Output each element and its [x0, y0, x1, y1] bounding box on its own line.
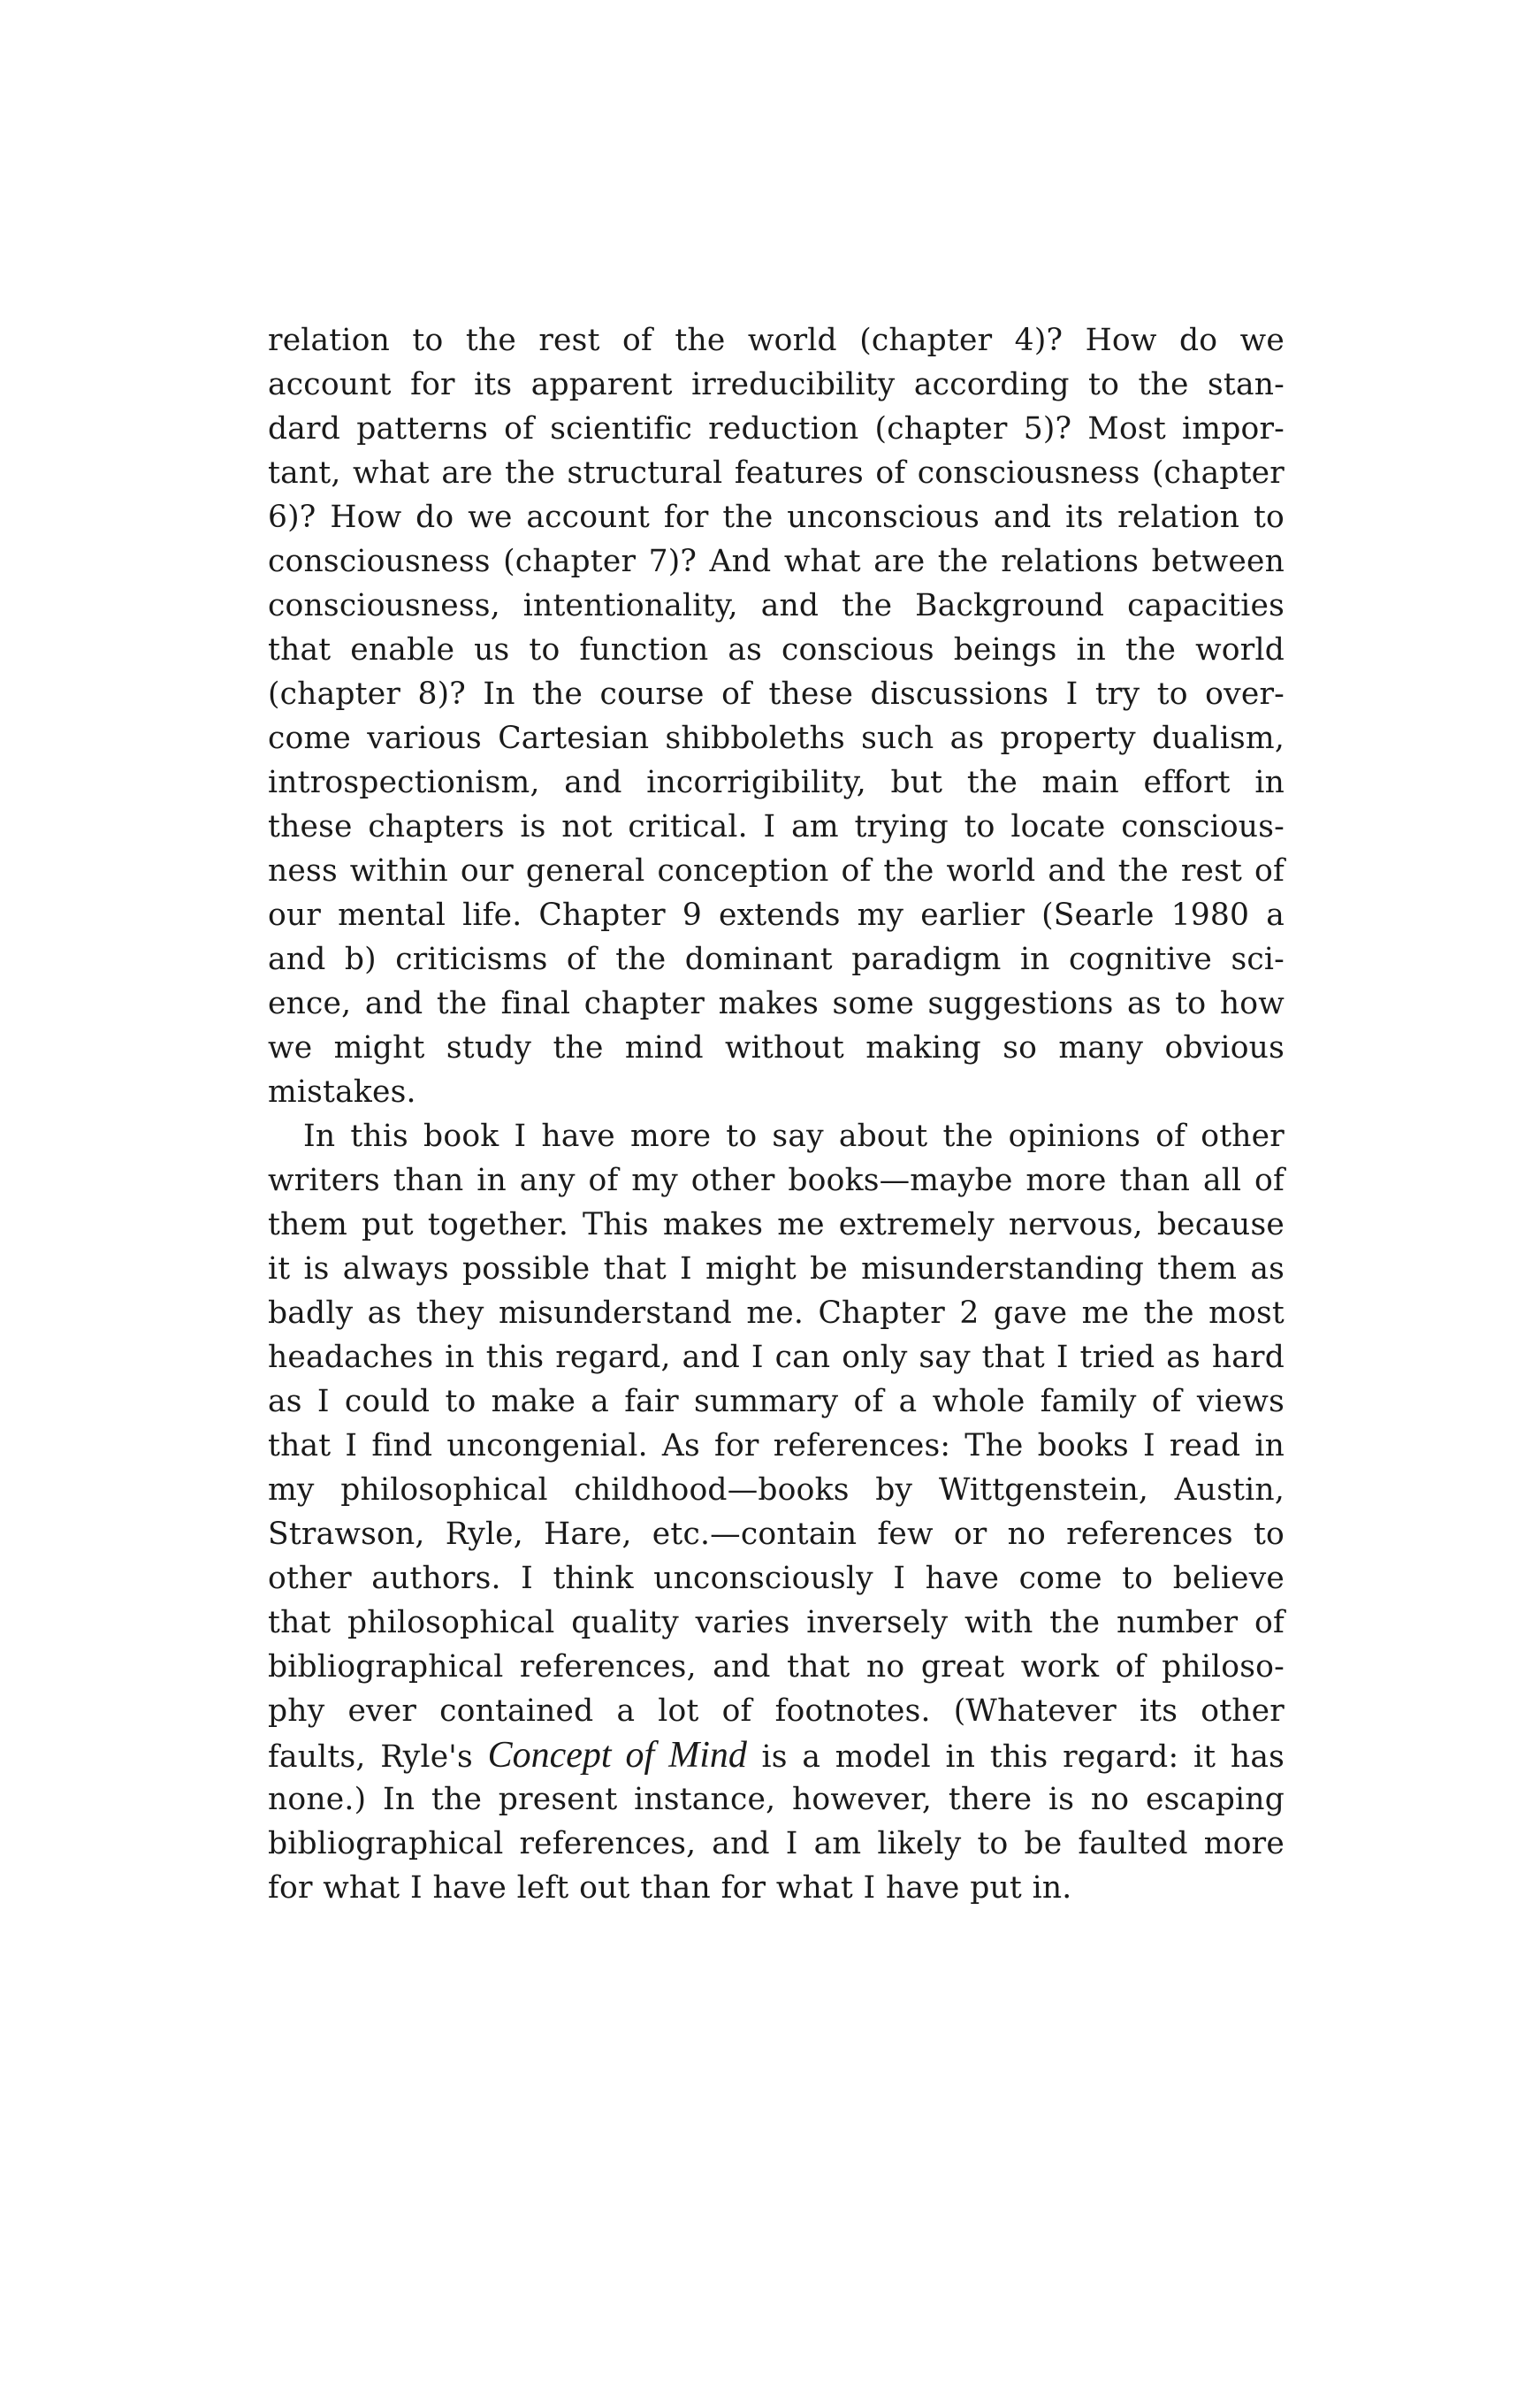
text-line: phy ever contained a lot of footnotes. (Whatever its other — [268, 1693, 1285, 1729]
text-line: ness within our general conception of the world and the rest of — [268, 853, 1285, 889]
text-line: account for its apparent irreducibility according to the stan- — [268, 367, 1285, 402]
text-line: bibliographical references, and that no great work of philoso- — [268, 1649, 1285, 1685]
text-line: as I could to make a fair summary of a whole family of views — [268, 1384, 1285, 1419]
text-line: writers than in any of my other books—maybe more than all of — [268, 1163, 1285, 1198]
text-line: and b) criticisms of the dominant paradigm in cognitive sci- — [268, 942, 1285, 977]
book-title-concept-of-mind: Concept of Mind — [487, 1735, 747, 1776]
text-line: bibliographical references, and I am likely to be faulted more — [268, 1826, 1285, 1861]
text-line: dard patterns of scientific reduction (chapter 5)? Most impor- — [268, 411, 1285, 447]
text-line: come various Cartesian shibboleths such as property dualism, — [268, 721, 1285, 756]
text-line: for what I have left out than for what I have put in. — [268, 1870, 1072, 1906]
text-line: relation to the rest of the world (chapter 4)? How do we — [268, 323, 1285, 358]
text-line: our mental life. Chapter 9 extends my earlier (Searle 1980 a — [268, 898, 1285, 933]
text-line-with-book-title — [268, 1733, 1285, 1777]
text-segment: is a model in this regard: it has — [746, 1739, 1285, 1775]
text-line: headaches in this regard, and I can only say that I tried as hard — [268, 1340, 1285, 1375]
text-line: that enable us to function as conscious beings in the world — [268, 632, 1285, 668]
text-line: (chapter 8)? In the course of these discussions I try to over- — [268, 676, 1285, 712]
text-line: my philosophical childhood—books by Wittgenstein, Austin, — [268, 1472, 1285, 1508]
text-line: introspectionism, and incorrigibility, but the main effort in — [268, 765, 1285, 800]
text-line: them put together. This makes me extremely nervous, because — [268, 1207, 1285, 1242]
text-line: other authors. I think unconsciously I have come to believe — [268, 1561, 1285, 1596]
text-line: ence, and the final chapter makes some suggestions as to how — [268, 986, 1285, 1021]
text-line: it is always possible that I might be misunderstanding them as — [268, 1251, 1285, 1287]
text-segment: faults, Ryle's — [268, 1739, 488, 1775]
body-text — [268, 318, 1285, 1910]
text-line: tant, what are the structural features of consciousness (chapter — [268, 455, 1285, 491]
text-line: these chapters is not critical. I am trying to locate conscious- — [268, 809, 1285, 844]
text-line: In this book I have more to say about the opinions of other — [303, 1119, 1285, 1154]
text-line: consciousness, intentionality, and the Background capacities — [268, 588, 1285, 623]
text-line: 6)? How do we account for the unconscious and its relation to — [268, 500, 1285, 535]
text-line: Strawson, Ryle, Hare, etc.—contain few or no references to — [268, 1517, 1285, 1552]
text-line: that philosophical quality varies inversely with the number of — [268, 1605, 1285, 1640]
paragraph-2 — [268, 1114, 1285, 1910]
text-line: mistakes. — [268, 1074, 416, 1110]
text-line: we might study the mind without making so many obvious — [268, 1030, 1285, 1066]
text-line: consciousness (chapter 7)? And what are the relations between — [268, 544, 1285, 579]
text-line: that I find uncongenial. As for references: The books I read in — [268, 1428, 1285, 1463]
text-line: none.) In the present instance, however, there is no escaping — [268, 1782, 1285, 1817]
text-line: badly as they misunderstand me. Chapter 2 gave me the most — [268, 1295, 1285, 1331]
paragraph-1 — [268, 318, 1285, 1114]
